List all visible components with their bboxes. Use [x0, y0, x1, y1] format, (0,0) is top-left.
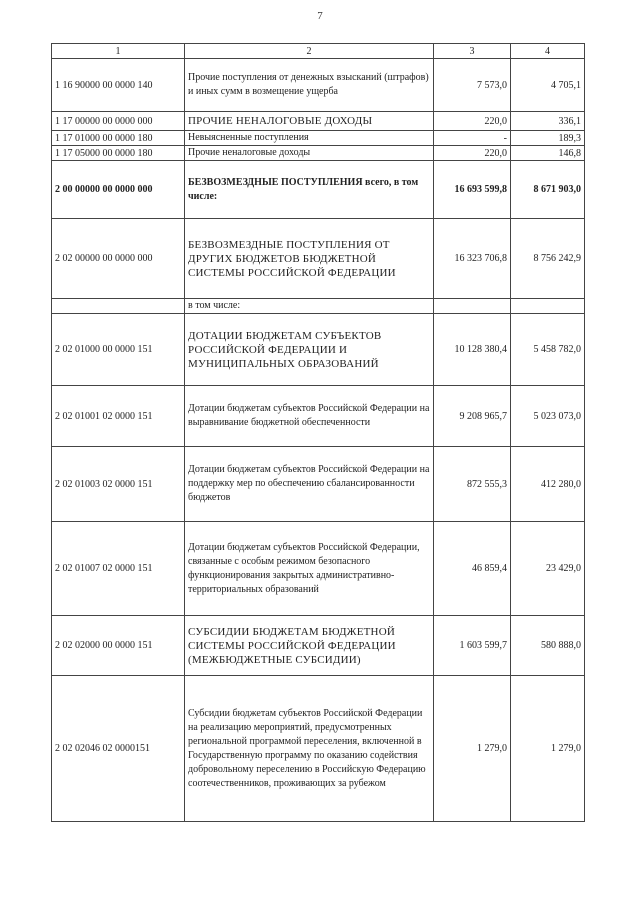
page-number: 7 [317, 10, 323, 22]
table-row [52, 616, 585, 676]
table-row [52, 447, 585, 522]
row-value-col3: 872 555,3 [434, 447, 511, 522]
row-value-col3: 1 603 599,7 [434, 616, 511, 676]
header-col-3: 3 [434, 44, 511, 59]
row-value-col4: 5 023 073,0 [511, 386, 585, 447]
row-value-col3 [434, 299, 511, 314]
table-row [52, 299, 585, 314]
row-value-col4: 336,1 [511, 112, 585, 131]
row-value-col3: 220,0 [434, 112, 511, 131]
row-code: 2 02 01001 02 0000 151 [52, 386, 185, 447]
row-value-col4: 1 279,0 [511, 676, 585, 822]
table-header-row [52, 44, 585, 59]
row-value-col3: 16 323 706,8 [434, 219, 511, 299]
row-value-col3: 9 208 965,7 [434, 386, 511, 447]
table-row [52, 112, 585, 131]
row-value-col3: 10 128 380,4 [434, 314, 511, 386]
row-value-col4: 8 756 242,9 [511, 219, 585, 299]
row-name: Дотации бюджетам субъектов Российской Федерации, связанные с особым режимом безопасного функционирования закрытых административно-территориальных образований [185, 522, 434, 616]
row-value-col3: 7 573,0 [434, 59, 511, 112]
row-name: Дотации бюджетам субъектов Российской Федерации на поддержку мер по обеспечению сбалансированности бюджетов [185, 447, 434, 522]
table-row [52, 314, 585, 386]
header-col-2: 2 [185, 44, 434, 59]
row-value-col4: 412 280,0 [511, 447, 585, 522]
row-name: СУБСИДИИ БЮДЖЕТАМ БЮДЖЕТНОЙ СИСТЕМЫ РОССИЙСКОЙ ФЕДЕРАЦИИ (МЕЖБЮДЖЕТНЫЕ СУБСИДИИ) [185, 616, 434, 676]
row-name: Прочие неналоговые доходы [185, 146, 434, 161]
row-name: ДОТАЦИИ БЮДЖЕТАМ СУБЪЕКТОВ РОССИЙСКОЙ ФЕДЕРАЦИИ И МУНИЦИПАЛЬНЫХ ОБРАЗОВАНИЙ [185, 314, 434, 386]
row-code: 1 17 05000 00 0000 180 [52, 146, 185, 161]
row-name: в том числе: [185, 299, 434, 314]
row-code: 2 02 02046 02 0000151 [52, 676, 185, 822]
row-code [52, 299, 185, 314]
table-row [52, 522, 585, 616]
table-row [52, 676, 585, 822]
table-row [52, 161, 585, 219]
row-code: 1 17 01000 00 0000 180 [52, 131, 185, 146]
row-code: 2 02 00000 00 0000 000 [52, 219, 185, 299]
row-code: 2 02 01007 02 0000 151 [52, 522, 185, 616]
revenue-table [51, 43, 585, 822]
row-value-col3: 16 693 599,8 [434, 161, 511, 219]
row-name: Субсидии бюджетам субъектов Российской Федерации на реализацию мероприятий, предусмотренных региональной программой переселения, включенной в Государственную программу по оказанию содействия добровольному переселению в Российскую Федерацию соотечественников, проживающих за рубежом [185, 676, 434, 822]
row-name: Невыясненные поступления [185, 131, 434, 146]
row-name: ПРОЧИЕ НЕНАЛОГОВЫЕ ДОХОДЫ [185, 112, 434, 131]
row-name: Дотации бюджетам субъектов Российской Федерации на выравнивание бюджетной обеспеченности [185, 386, 434, 447]
row-value-col4: 23 429,0 [511, 522, 585, 616]
table-row [52, 219, 585, 299]
row-code: 2 00 00000 00 0000 000 [52, 161, 185, 219]
table-row [52, 131, 585, 146]
row-value-col3: 1 279,0 [434, 676, 511, 822]
row-name: БЕЗВОЗМЕЗДНЫЕ ПОСТУПЛЕНИЯ всего, в том числе: [185, 161, 434, 219]
table-row [52, 386, 585, 447]
row-value-col3: 220,0 [434, 146, 511, 161]
row-code: 1 16 90000 00 0000 140 [52, 59, 185, 112]
header-col-4: 4 [511, 44, 585, 59]
row-code: 2 02 02000 00 0000 151 [52, 616, 185, 676]
table-row [52, 146, 585, 161]
row-name: БЕЗВОЗМЕЗДНЫЕ ПОСТУПЛЕНИЯ ОТ ДРУГИХ БЮДЖЕТОВ БЮДЖЕТНОЙ СИСТЕМЫ РОССИЙСКОЙ ФЕДЕРАЦИИ [185, 219, 434, 299]
row-value-col4: 580 888,0 [511, 616, 585, 676]
row-code: 2 02 01000 00 0000 151 [52, 314, 185, 386]
row-value-col4: 5 458 782,0 [511, 314, 585, 386]
row-code: 1 17 00000 00 0000 000 [52, 112, 185, 131]
row-name: Прочие поступления от денежных взысканий (штрафов) и иных сумм в возмещение ущерба [185, 59, 434, 112]
row-value-col4: 189,3 [511, 131, 585, 146]
row-value-col3: 46 859,4 [434, 522, 511, 616]
row-code: 2 02 01003 02 0000 151 [52, 447, 185, 522]
row-value-col4: 8 671 903,0 [511, 161, 585, 219]
row-value-col4: 146,8 [511, 146, 585, 161]
row-value-col4: 4 705,1 [511, 59, 585, 112]
row-value-col3: - [434, 131, 511, 146]
header-col-1: 1 [52, 44, 185, 59]
row-value-col4 [511, 299, 585, 314]
table-row [52, 59, 585, 112]
